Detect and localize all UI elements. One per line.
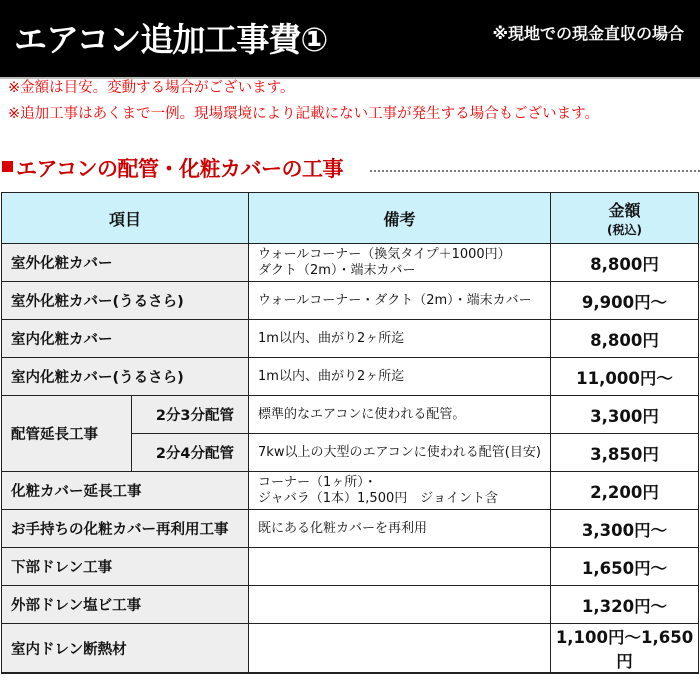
remarks-line: 7kw以上の大型のエアコンに使われる配管(目安) <box>258 444 541 460</box>
table-row <box>2 624 699 674</box>
item-name: 室外化粧カバー(うるさら) <box>2 282 249 320</box>
section-heading <box>0 151 700 183</box>
item-price: 3,300円 <box>551 396 699 434</box>
remarks-line: ジャバラ（1本）1,500円 ジョイント含 <box>258 490 498 506</box>
table-row <box>2 244 699 282</box>
item-remarks <box>249 624 551 674</box>
item-remarks <box>249 358 551 396</box>
price-table <box>1 192 699 674</box>
item-remarks <box>249 282 551 320</box>
item-remarks <box>249 510 551 548</box>
item-subtype: 2分3分配管 <box>132 396 249 434</box>
remarks-line: 標準的なエアコンに使われる配管。 <box>258 406 466 422</box>
page-title: エアコン追加工事費① <box>14 20 328 59</box>
item-name: 室内化粧カバー(うるさら) <box>2 358 249 396</box>
table-row <box>2 548 699 586</box>
table-row <box>2 320 699 358</box>
table-row <box>2 586 699 624</box>
item-remarks <box>249 320 551 358</box>
item-price: 1,100円〜1,650円 <box>551 624 699 674</box>
remarks-line: コーナー（1ヶ所）・ <box>258 474 377 490</box>
payment-note: ※現地での現金直収の場合 <box>492 24 684 43</box>
item-subtype: 2分4分配管 <box>132 434 249 472</box>
table-header <box>2 193 699 244</box>
item-remarks <box>249 396 551 434</box>
item-name: 外部ドレン塩ビ工事 <box>2 586 249 624</box>
square-bullet-icon <box>2 161 13 172</box>
item-price: 8,800円 <box>551 320 699 358</box>
remarks-line: 既にある化粧カバーを再利用 <box>258 520 428 536</box>
item-name: 配管延長工事 <box>2 396 132 472</box>
item-name: お手持ちの化粧カバー再利用工事 <box>2 510 249 548</box>
item-price: 3,300円〜 <box>551 510 699 548</box>
header-price-tax: (税込) <box>607 223 642 237</box>
remarks-line: ウォールコーナー・ダクト（2m）・端末カバー <box>258 292 532 308</box>
remarks-line: 1m以内、曲がり2ヶ所迄 <box>258 368 405 384</box>
item-name: 化粧カバー延長工事 <box>2 472 249 510</box>
item-price: 11,000円〜 <box>551 358 699 396</box>
item-remarks <box>249 586 551 624</box>
table-row <box>2 396 699 434</box>
item-price: 1,320円〜 <box>551 586 699 624</box>
remarks-line: ウォールコーナー（換気タイプ＋1000円） <box>258 246 511 262</box>
item-remarks <box>249 434 551 472</box>
table-row <box>2 510 699 548</box>
title-banner <box>0 0 700 79</box>
item-name: 室外化粧カバー <box>2 244 249 282</box>
item-name: 室内化粧カバー <box>2 320 249 358</box>
header-item: 項目 <box>2 193 249 244</box>
remarks-line: 1m以内、曲がり2ヶ所迄 <box>258 330 405 346</box>
item-remarks <box>249 472 551 510</box>
item-price: 2,200円 <box>551 472 699 510</box>
header-price <box>551 193 699 244</box>
disclaimer-1: ※金額は目安。変動する場合がございます。 <box>8 80 295 96</box>
disclaimer-2: ※追加工事はあくまで一例。現場環境により記載にない工事が発生する場合もございます。 <box>8 106 599 122</box>
item-price: 8,800円 <box>551 244 699 282</box>
item-price: 1,650円〜 <box>551 548 699 586</box>
dotted-divider <box>370 170 700 172</box>
table-row <box>2 358 699 396</box>
item-name: 室内ドレン断熱材 <box>2 624 249 674</box>
table-row <box>2 472 699 510</box>
item-remarks <box>249 548 551 586</box>
table-row <box>2 282 699 320</box>
item-name: 下部ドレン工事 <box>2 548 249 586</box>
item-remarks <box>249 244 551 282</box>
item-price: 9,900円〜 <box>551 282 699 320</box>
header-price-label: 金額 <box>608 201 641 220</box>
remarks-line: ダクト（2m）・端末カバー <box>258 262 416 278</box>
header-remarks: 備考 <box>249 193 551 244</box>
item-price: 3,850円 <box>551 434 699 472</box>
section-title: エアコンの配管・化粧カバーの工事 <box>16 157 343 181</box>
